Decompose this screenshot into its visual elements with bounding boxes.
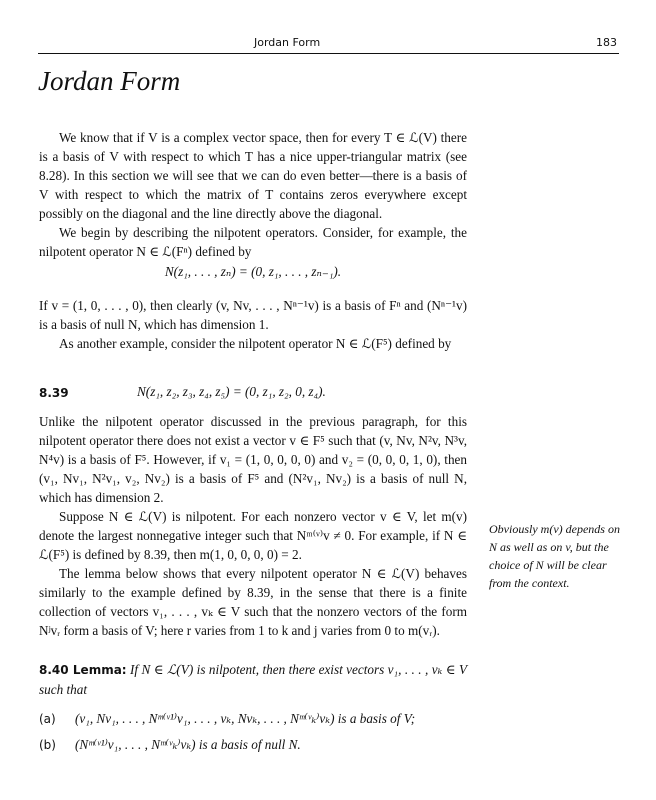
block-3 — [39, 412, 467, 640]
running-title: Jordan Form — [254, 36, 321, 49]
lemma-item-text: (Nᵐ⁽ᵛ¹⁾v₁, . . . , Nᵐ⁽ᵛₖ⁾vₖ) is a basis of null N. — [75, 737, 301, 752]
lemma-item-label: (a) — [39, 712, 56, 726]
paragraph-1: We know that if V is a complex vector space, then for every T ∈ ℒ(V) there is a basis of V with respect to which T has a nice upper-triangular matrix (see 8.28). In this section we will see that we can do even better—there is a basis of V with respect to which the matrix of T contains zeros everywhere except possibly on the diagonal and the line directly above the diagonal. — [39, 130, 467, 221]
paragraph-5: Unlike the nilpotent operator discussed in the previous paragraph, for this nilpotent operator there does not exist a vector v ∈ F⁵ such that (v, Nv, N²v, N³v, N⁴v) is a basis of F⁵. However, if v₁ = (1, 0, 0, 0, 0) and v₂ = (0, 0, 0, 1, 0), then (v₁, Nv₁, N²v₁, v₂, Nv₂) is a basis of F⁵ and (N²v₁, Nv₂) is a basis of null N, which has dimension 2. — [39, 414, 467, 505]
lemma-8-40 — [39, 660, 467, 699]
block-2 — [39, 296, 467, 353]
equation-8-39: N(z₁, z₂, z₃, z₄, z₅) = (0, z₁, z₂, 0, z₄). — [137, 384, 326, 399]
lemma-item-a — [39, 711, 469, 727]
section-title: Jordan Form — [38, 66, 181, 96]
paragraph-6: Suppose N ∈ ℒ(V) is nilpotent. For each nonzero vector v ∈ V, let m(v) denote the largest nonnegative integer such that Nᵐ⁽ᵛ⁾v ≠ 0. For example, if N ∈ ℒ(F⁵) is defined by 8.39, then m(1, 0, 0, 0, 0) = 2. — [39, 509, 467, 562]
paragraph-3: If v = (1, 0, . . . , 0), then clearly (v, Nv, . . . , Nⁿ⁻¹v) is a basis of Fⁿ and (Nⁿ⁻¹v) is a basis of null N, which has dimension 1. — [39, 298, 467, 332]
page-number: 183 — [596, 36, 617, 49]
lemma-item-b — [39, 737, 469, 753]
display-equation: N(z₁, . . . , zₙ) = (0, z₁, . . . , zₙ₋₁). — [164, 264, 342, 279]
lemma-label: 8.40 Lemma: — [39, 663, 127, 677]
lemma-item-text: (v₁, Nv₁, . . . , Nᵐ⁽ᵛ¹⁾v₁, . . . , vₖ, Nvₖ, . . . , Nᵐ⁽ᵛₖ⁾vₖ) is a basis of V; — [75, 711, 416, 726]
lemma-statement: If N ∈ ℒ(V) is nilpotent, then there exist vectors v₁, . . . , vₖ ∈ V such that — [39, 662, 468, 697]
paragraph-4: As another example, consider the nilpotent operator N ∈ ℒ(F⁵) defined by — [59, 336, 452, 351]
intro-block — [39, 128, 467, 261]
equation-label-8-39: 8.39 — [39, 386, 69, 400]
paragraph-2: We begin by describing the nilpotent operators. Consider, for example, the nilpotent operator N ∈ ℒ(Fⁿ) defined by — [39, 225, 467, 259]
running-header — [38, 36, 619, 50]
paragraph-7: The lemma below shows that every nilpotent operator N ∈ ℒ(V) behaves similarly to the example defined by 8.39, in the sense that there is a finite collection of vectors v₁, . . . , vₖ ∈ V such that the nonzero vectors of the form Nʲvᵣ form a basis of V; here r varies from 1 to k and j varies from 0 to m(vᵣ). — [39, 566, 467, 638]
margin-note: Obviously m(v) depends on N as well as on v, but the choice of N will be clear from the context. — [489, 522, 620, 590]
header-rule — [38, 53, 619, 54]
lemma-item-label: (b) — [39, 738, 56, 752]
